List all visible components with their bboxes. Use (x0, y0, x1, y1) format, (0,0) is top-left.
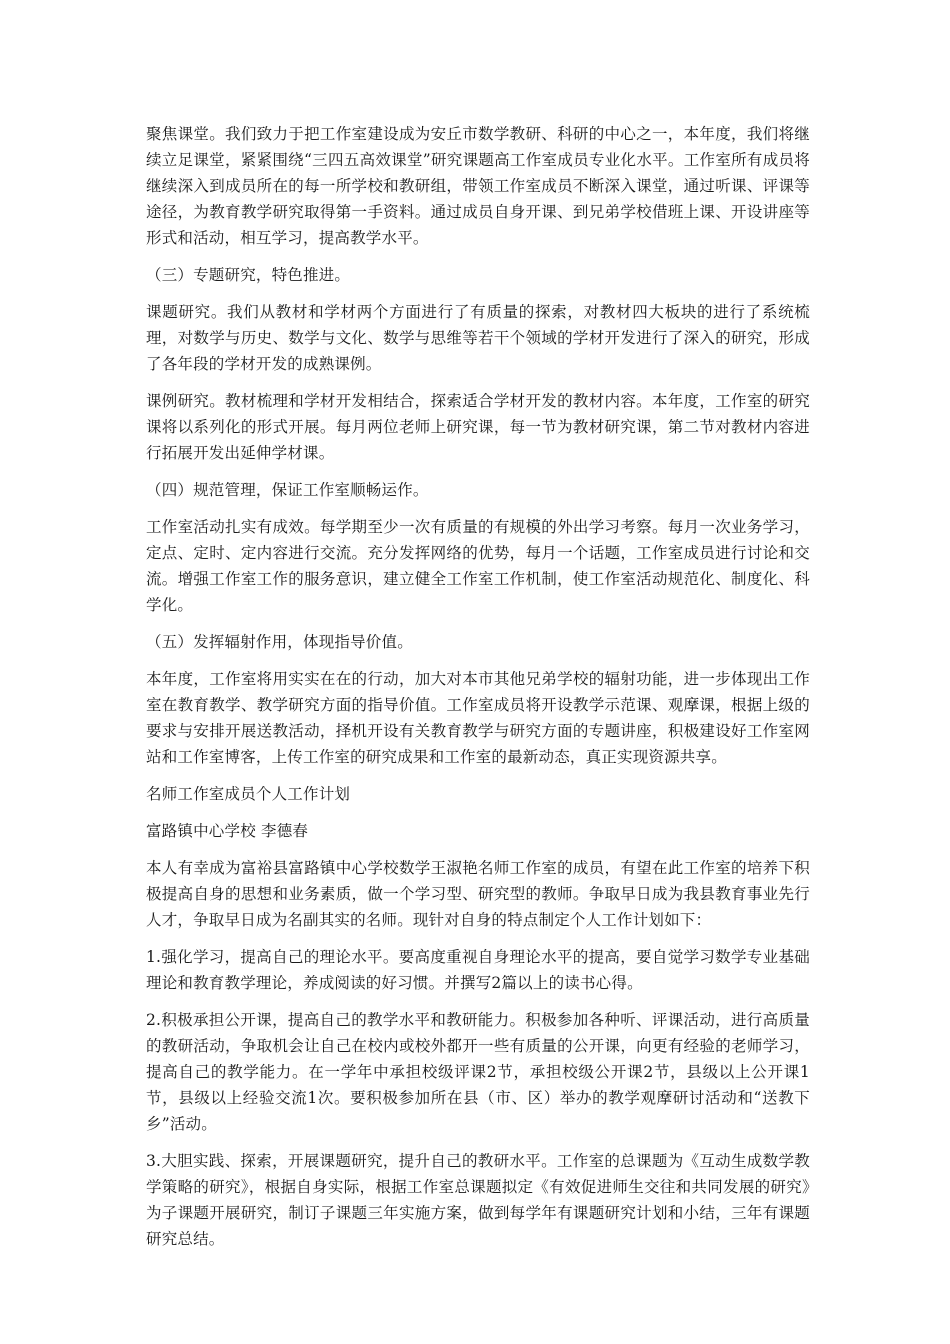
list-item-1: 1.强化学习，提高自己的理论水平。要高度重视自身理论水平的提高，要自觉学习数学专业基础理论和教育教学理论，养成阅读的好习惯。并撰写2篇以上的读书心得。 (146, 948, 810, 992)
heading-standard-management: （四）规范管理，保证工作室顺畅运作。 (146, 481, 429, 499)
paragraph-studio-activities: 工作室活动扎实有成效。每学期至少一次有质量的有规模的外出学习考察。每月一次业务学习，定点、定时、定内容进行交流。充分发挥网络的优势，每月一个话题，工作室成员进行讨论和交流。增强工作室工作的服务意识，建立健全工作室工作机制，使工作室活动规范化、制度化、科学化。 (146, 518, 810, 614)
paragraph-intro: 本人有幸成为富裕县富路镇中心学校数学王淑艳名师工作室的成员，有望在此工作室的培养下积极提高自身的思想和业务素质，做一个学习型、研究型的教师。争取早日成为我县教育事业先行人才，争取早日成为名副其实的名师。现针对自身的特点制定个人工作计划如下： (146, 859, 810, 929)
document-body (146, 121, 810, 1263)
author-line: 富路镇中心学校 李德春 (146, 822, 309, 840)
heading-special-research: （三）专题研究，特色推进。 (146, 266, 351, 284)
paragraph-case-research: 课例研究。教材梳理和学材开发相结合，探索适合学材开发的教材内容。本年度，工作室的研究课将以系列化的形式开展。每月两位老师上研究课，每一节为教材研究课，第二节对教材内容进行拓展开发出延伸学材课。 (146, 392, 810, 462)
heading-radiation-role: （五）发挥辐射作用，体现指导价值。 (146, 633, 413, 651)
list-item-3: 3.大胆实践、探索，开展课题研究，提升自己的教研水平。工作室的总课题为《互动生成数学教学策略的研究》，根据自身实际，根据工作室总课题拟定《有效促进师生交往和共同发展的研究》为子课题开展研究，制订子课题三年实施方案，做到每学年有课题研究计划和小结，三年有课题研究总结。 (146, 1152, 810, 1248)
section-title-personal-plan: 名师工作室成员个人工作计划 (146, 785, 351, 803)
paragraph-topic-research: 课题研究。我们从教材和学材两个方面进行了有质量的探索，对教材四大板块的进行了系统梳理，对数学与历史、数学与文化、数学与思维等若干个领域的学材开发进行了深入的研究，形成了各年段的学材开发的成熟课例。 (146, 303, 810, 373)
paragraph-radiation-function: 本年度，工作室将用实实在在的行动，加大对本市其他兄弟学校的辐射功能，进一步体现出工作室在教育教学、教学研究方面的指导价值。工作室成员将开设教学示范课、观摩课，根据上级的要求与安排开展送教活动，择机开设有关教育教学与研究方面的专题讲座，积极建设好工作室网站和工作室博客，上传工作室的研究成果和工作室的最新动态，真正实现资源共享。 (146, 670, 810, 766)
list-item-2: 2.积极承担公开课，提高自己的教学水平和教研能力。积极参加各种听、评课活动，进行高质量的教研活动，争取机会让自己在校内或校外都开一些有质量的公开课，向更有经验的老师学习，提高自己的教学能力。在一学年中承担校级评课2节，承担校级公开课2节，县级以上公开课1节，县级以上经验交流1次。要积极参加所在县（市、区）举办的教学观摩研讨活动和“送教下乡”活动。 (146, 1011, 810, 1133)
paragraph-focus-classroom: 聚焦课堂。我们致力于把工作室建设成为安丘市数学教研、科研的中心之一，本年度，我们将继续立足课堂，紧紧围绕“三四五高效课堂”研究课题高工作室成员专业化水平。工作室所有成员将继续深入到成员所在的每一所学校和教研组，带领工作室成员不断深入课堂，通过听课、评课等途径，为教育教学研究取得第一手资料。通过成员自身开课、到兄弟学校借班上课、开设讲座等形式和活动，相互学习，提高教学水平。 (146, 125, 810, 247)
